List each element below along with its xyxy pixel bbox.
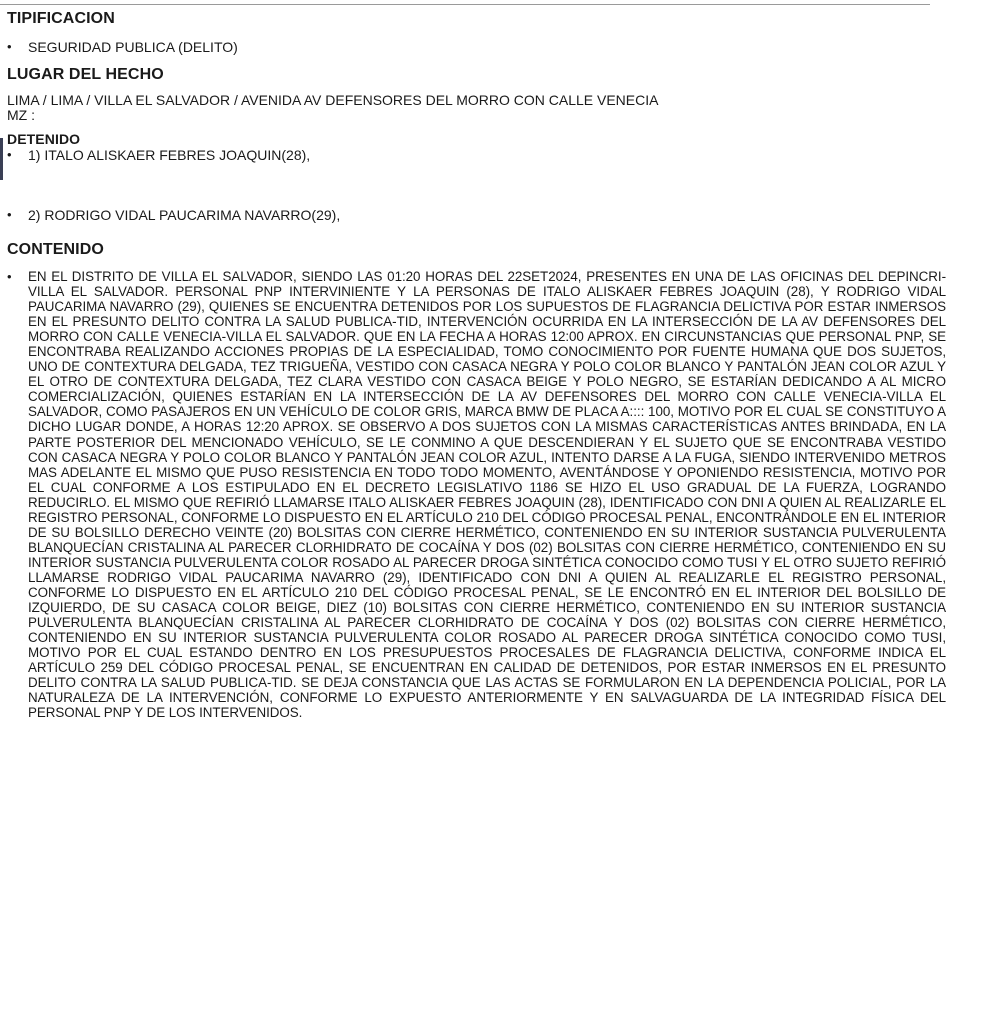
detenido-heading: DETENIDO — [7, 131, 81, 147]
lugar-heading: LUGAR DEL HECHO — [7, 66, 164, 83]
tipificacion-heading: TIPIFICACION — [7, 10, 115, 27]
bullet-icon: • — [7, 269, 12, 284]
detenido-item-text: 1) ITALO ALISKAER FEBRES JOAQUIN(28), — [28, 147, 311, 163]
contenido-heading: CONTENIDO — [7, 241, 104, 258]
contenido-item — [7, 269, 945, 720]
bullet-icon: • — [7, 39, 12, 54]
detenido-item-1 — [7, 147, 945, 163]
bullet-icon: • — [7, 147, 12, 162]
bullet-icon: • — [7, 207, 12, 222]
contenido-text: EN EL DISTRITO DE VILLA EL SALVADOR, SIENDO LAS 01:20 HORAS DEL 22SET2024, PRESENTES EN UNA DE LAS OFICINAS DEL DEPINCRI-VILLA EL SALVADOR. PERSONAL PNP INTERVINIENTE Y LA PERSONAS DE ITALO ALISKAER FEBRES JOAQUIN (28), Y RODRIGO VIDAL PAUCARIMA NAVARRO (29), QUIENES SE ENCUENTRA DETENIDOS POR LOS SUPUESTOS DE FLAGRANCIA DELICTIVA POR ESTAR INMERSOS EN EL PRESUNTO DELITO CONTRA LA SALUD PUBLICA-TID, INTERVENCIÓN OCURRIDA EN LA INTERSECCIÓN DE LA AV DEFENSORES DEL MORRO CON CALLE VENECIA-VILLA EL SALVADOR. QUE EN LA FECHA A HORAS 12:00 APROX. EN CIRCUNSTANCIAS QUE PERSONAL PNP, SE ENCONTRABA REALIZANDO ACCIONES PROPIAS DE LA ESPECIALIDAD, TOMO CONOCIMIENTO POR FUENTE HUMANA QUE DOS SUJETOS, UNO DE CONTEXTURA DELGADA, TEZ TRIGUEÑA, VESTIDO CON CASACA NEGRA Y POLO COLOR BLANCO Y PANTALÓN JEAN COLOR AZUL Y EL OTRO DE CONTEXTURA DELGADA, TEZ CLARA VESTIDO CON CASACA BEIGE Y POLO NEGRO, SE ESTARÍAN DEDICANDO A AL MICRO COMERCIALIZACIÓN, QUIENES ESTARÍAN EN LA INTERSECCIÓN DE LA AV DEFENSORES DEL MORRO CON CALLE VENECIA-VILLA EL SALVADOR, COMO PASAJEROS EN UN VEHÍCULO DE COLOR GRIS, MARCA BMW DE PLACA A:::: 100, MOTIVO POR EL CUAL SE CONSTITUYO A DICHO LUGAR DONDE, A HORAS 12:20 APROX. SE OBSERVO A DOS SUJETOS CON LA MISMAS CARACTERÍSTICAS ANTES BRINDADA, EN LA PARTE POSTERIOR DEL MENCIONADO VEHÍCULO, SE LE CONMINO A QUE DESCENDIERAN Y EL SUJETO QUE SE ENCONTRABA VESTIDO CON CASACA NEGRA Y POLO COLOR BLANCO Y PANTALÓN JEAN COLOR AZUL, INTENTO DARSE A LA FUGA, SIENDO INTERVENIDO METROS MAS ADELANTE EL MISMO QUE PUSO RESISTENCIA EN TODO TODO MOMENTO, AVENTÁNDOSE Y OPONIENDO RESISTENCIA, MOTIVO POR EL CUAL CONFORME A LOS ESTIPULADO EN EL DECRETO LEGISLATIVO 1186 SE HIZO EL USO GRADUAL DE LA FUERZA, LOGRANDO REDUCIRLO. EL MISMO QUE REFIRIÓ LLAMARSE ITALO ALISKAER FEBRES JOAQUIN (28), IDENTIFICADO CON DNI A QUIEN AL REALIZARLE EL REGISTRO PERSONAL, CONFORME LO DISPUESTO EN EL ARTÍCULO 210 DEL CÓDIGO PROCESAL PENAL, ENCONTRÁNDOLE EN EL INTERIOR DE SU BOLSILLO DERECHO VEINTE (20) BOLSITAS CON CIERRE HERMÉTICO, CONTENIENDO EN SU INTERIOR SUSTANCIA PULVERULENTA BLANQUECÍAN CRISTALINA AL PARECER CLORHIDRATO DE COCAÍNA Y DOS (02) BOLSITAS CON CIERRE HERMÉTICO, CONTENIENDO EN SU INTERIOR SUSTANCIA PULVERULENTA COLOR ROSADO AL PARECER DROGA SINTÉTICA CONOCIDO COMO TUSI Y EL OTRO SUJETO REFIRIÓ LLAMARSE RODRIGO VIDAL PAUCARIMA NAVARRO (29), IDENTIFICADO CON DNI A QUIEN AL REALIZARLE EL REGISTRO PERSONAL, CONFORME LO DISPUESTO EN EL ARTÍCULO 210 DEL CÓDIGO PROCESAL PENAL, SE LE ENCONTRÓ EN EL INTERIOR DEL BOLSILLO DE IZQUIERDO, DE SU CASACA COLOR BEIGE, DIEZ (10) BOLSITAS CON CIERRE HERMÉTICO, CONTENIENDO EN SU INTERIOR SUSTANCIA PULVERULENTA BLANQUECÍAN CRISTALINA AL PARECER CLORHIDRATO DE COCAÍNA Y DOS (02) BOLSITAS CON CIERRE HERMÉTICO, CONTENIENDO EN SU INTERIOR SUSTANCIA PULVERULENTA COLOR ROSADO AL PARECER DROGA SINTÉTICA CONOCIDO COMO TUSI, MOTIVO POR EL CUAL ESTANDO DENTRO EN LOS PRESUPUESTOS PROCESALES DE FLAGRANCIA DELICTIVA, CONFORME INDICA EL ARTÍCULO 259 DEL CÓDIGO PROCESAL PENAL, SE ENCUENTRAN EN CALIDAD DE DETENIDOS, POR ESTAR INMERSOS EN EL PRESUNTO DELITO CONTRA LA SALUD PUBLICA-TID. SE DEJA CONSTANCIA QUE LAS ACTAS SE FORMULARON EN LA DEPENDENCIA POLICIAL, POR LA NATURALEZA DE LA INTERVENCIÓN, CONFORME LO EXPUESTO ANTERIORMENTE Y EN SALVAGUARDA DE LA INTEGRIDAD FÍSICA DEL PERSONAL PNP Y DE LOS INTERVENIDOS. — [28, 269, 946, 721]
lugar-text: LIMA / LIMA / VILLA EL SALVADOR / AVENIDA AV DEFENSORES DEL MORRO CON CALLE VENECIA MZ : — [7, 92, 658, 123]
top-divider — [0, 0, 930, 5]
left-edge-bar — [0, 138, 3, 180]
document-body — [7, 9, 945, 720]
detenido-item-text: 2) RODRIGO VIDAL PAUCARIMA NAVARRO(29), — [28, 207, 341, 223]
detenido-item-2 — [7, 207, 945, 223]
tipificacion-item — [7, 39, 945, 55]
tipificacion-item-text: SEGURIDAD PUBLICA (DELITO) — [28, 39, 238, 55]
